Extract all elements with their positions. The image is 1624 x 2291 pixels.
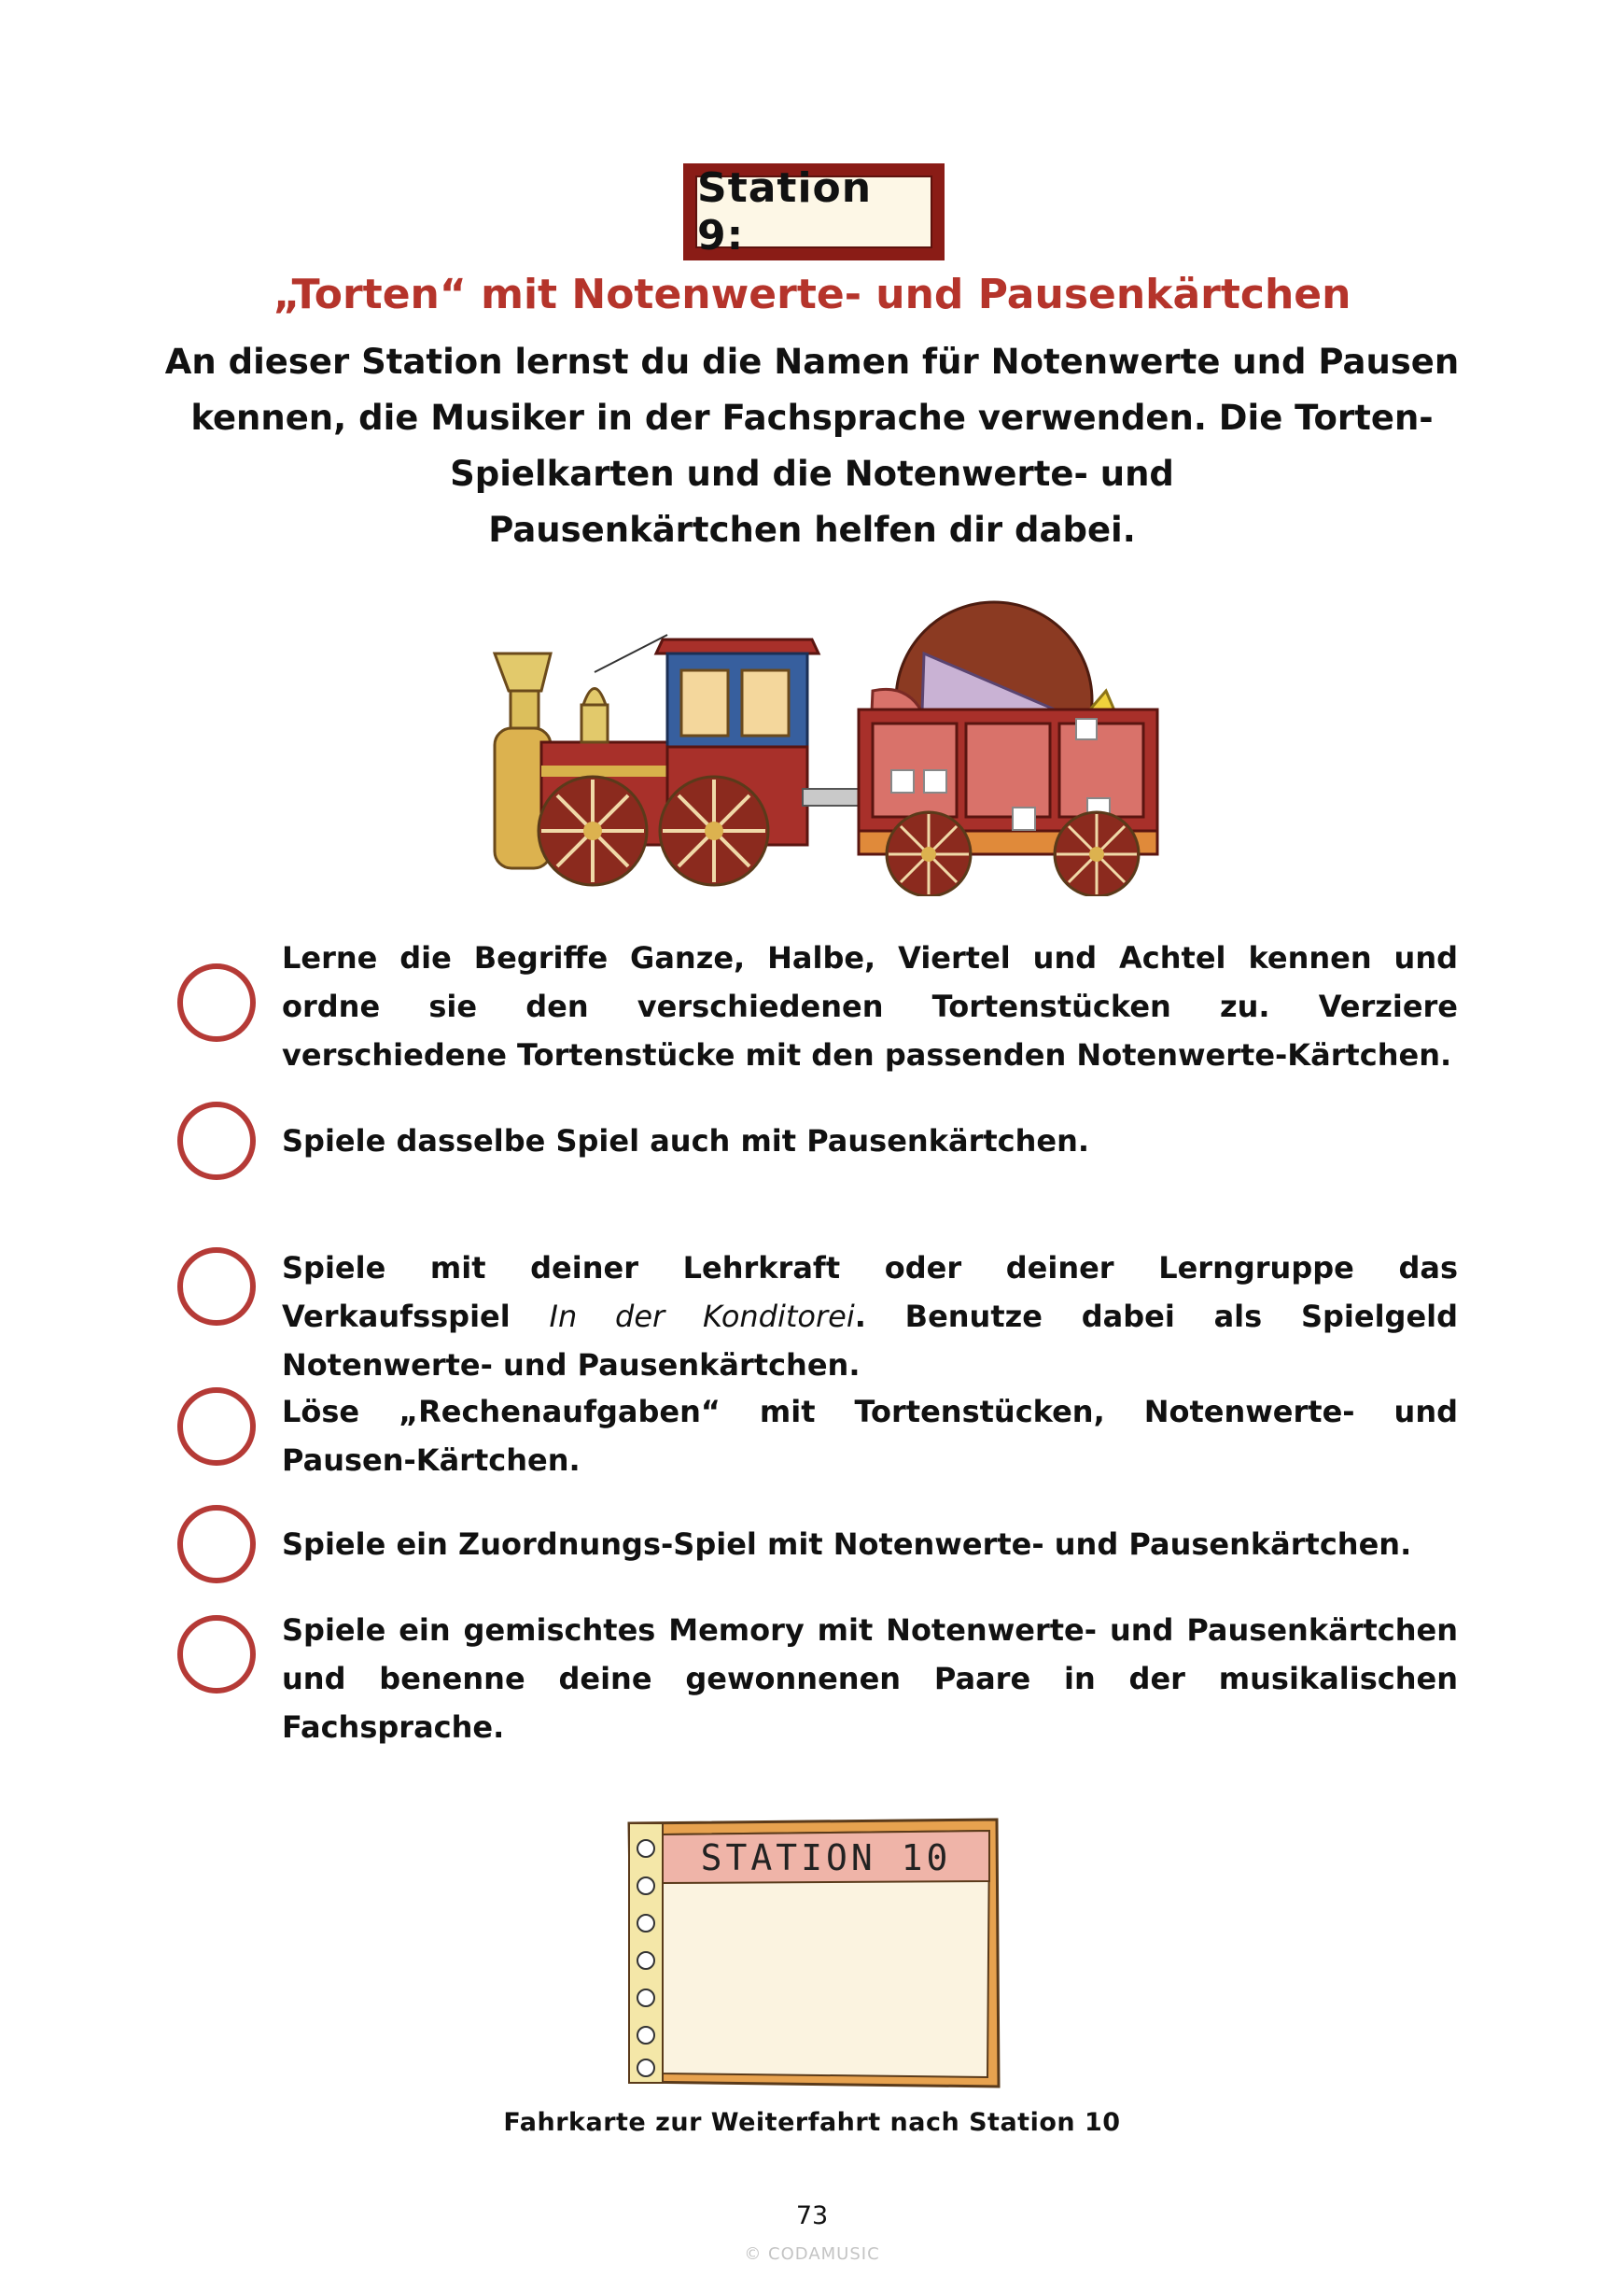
copyright-note: © CODAMUSIC — [744, 2244, 880, 2264]
task-checkbox[interactable] — [177, 1505, 256, 1583]
task-text: Spiele mit deiner Lehrkraft oder deiner Lerngruppe das Verkaufsspiel In der Konditorei. Benutze dabei als Spielgeld Notenwerte- und Pausenkärtchen. — [282, 1250, 1459, 1383]
task-checkbox[interactable] — [177, 963, 256, 1042]
task-checkbox[interactable] — [177, 1387, 256, 1466]
intro-line: Pausenkärtchen helfen dir dabei. — [488, 510, 1136, 550]
task-text: Spiele ein gemischtes Memory mit Notenwerte- und Pausenkärtchen und benenne deine gewonnenen Paare in der musikalischen Fachsprache. — [282, 1612, 1458, 1745]
task-text: Löse „Rechenaufgaben“ mit Tortenstücken, Notenwerte- und Pausen-Kärtchen. — [282, 1394, 1458, 1478]
task-checkbox[interactable] — [177, 1102, 256, 1180]
ticket-caption: Fahrkarte zur Weiterfahrt nach Station 10 — [503, 2108, 1121, 2137]
page-subtitle: „Torten“ mit Notenwerte- und Pausenkärtchen — [273, 271, 1351, 318]
game-title: In der Konditorei — [549, 1299, 855, 1334]
station-title-box — [683, 163, 945, 260]
task-checkbox[interactable] — [177, 1247, 256, 1326]
ticket-label: STATION 10 — [700, 1837, 952, 1878]
intro-line: An dieser Station lernst du die Namen für Notenwerte und Pausen — [164, 342, 1460, 382]
train-illustration — [490, 597, 1162, 896]
intro-line: Spielkarten und die Notenwerte- und — [450, 454, 1174, 494]
ticket-illustration — [625, 1816, 1003, 2091]
page-number: 73 — [795, 2201, 829, 2230]
intro-line: kennen, die Musiker in der Fachsprache verwenden. Die Torten- — [190, 398, 1434, 438]
task-text: Lerne die Begriffe Ganze, Halbe, Viertel und Achtel kennen und ordne sie den verschiedenen Tortenstücken zu. Verziere verschiedene Tortenstücke mit den passenden Notenwerte-Kärtchen. — [282, 940, 1458, 1073]
station-title: Station 9: — [695, 176, 932, 248]
task-checkbox[interactable] — [177, 1615, 256, 1694]
task-text: Spiele ein Zuordnungs-Spiel mit Notenwerte- und Pausenkärtchen. — [282, 1526, 1412, 1562]
task-text: Spiele dasselbe Spiel auch mit Pausenkärtchen. — [282, 1123, 1090, 1159]
intro-text — [159, 334, 1465, 558]
